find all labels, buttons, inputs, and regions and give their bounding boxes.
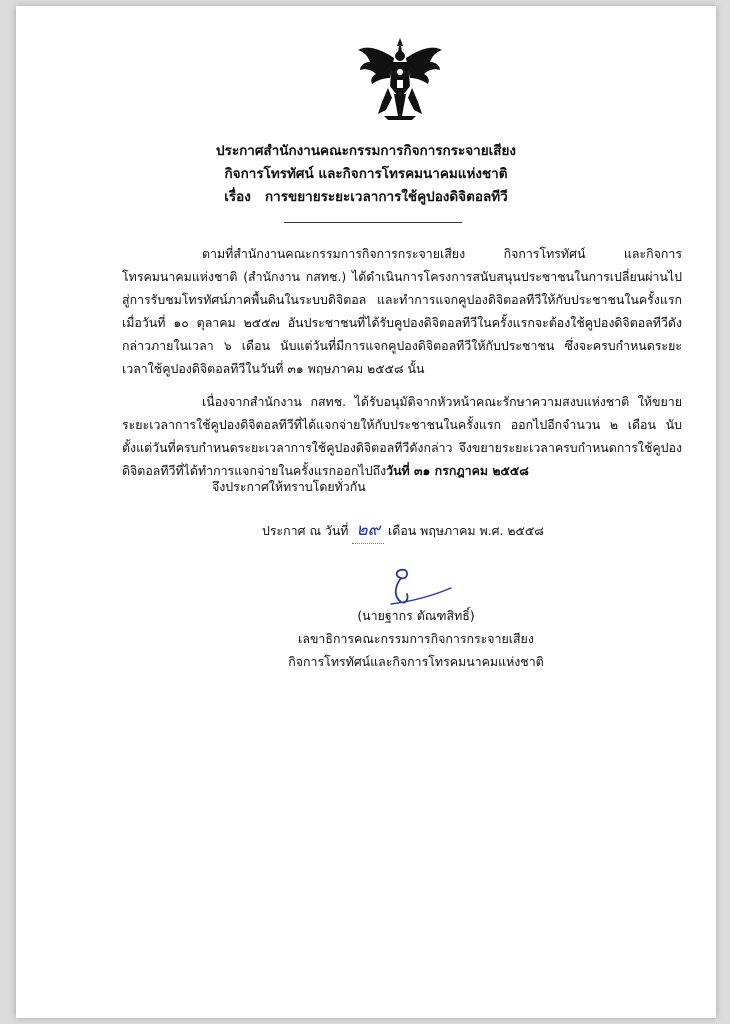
document-body	[122, 242, 682, 492]
date-suffix: เดือน พฤษภาคม พ.ศ. ๒๕๕๘	[388, 523, 544, 538]
handwritten-day: ๒๙	[352, 516, 384, 544]
paragraph-2	[122, 390, 682, 482]
document-page	[16, 6, 716, 1018]
paragraph-1: ตามที่สำนักงานคณะกรรมการกิจการกระจายเสียง กิจการโทรทัศน์ และกิจการโทรคมนาคมแห่งชาติ (สำนักงาน กสทช.) ได้ดำเนินการโครงการสนับสนุนประชาชนในการเปลี่ยนผ่านไปสู่การรับชมโทรทัศน์ภาคพื้นดินในระบบดิจิตอล และทำการแจกคูปองดิจิตอลทีวีให้กับประชาชนในครั้งแรกเมื่อวันที่ ๑๐ ตุลาคม ๒๕๕๗ อันประชาชนที่ได้รับคูปองดิจิตอลทีวีในครั้งแรกจะต้องใช้คูปองดิจิตอลทีวีดังกล่าวภายในเวลา ๖ เดือน นับแต่วันที่มีการแจกคูปองดิจิตอลทีวีให้กับประชาชน ซึ่งจะครบกำหนดระยะเวลาใช้คูปองดิจิตอลทีวีในวันที่ ๓๑ พฤษภาคม ๒๕๕๘ นั้น	[122, 246, 682, 376]
signatory-title-2: กิจการโทรทัศน์และกิจการโทรคมนาคมแห่งชาติ	[288, 654, 544, 669]
signatory-block	[226, 604, 606, 673]
date-prefix: ประกาศ ณ วันที่	[262, 523, 349, 538]
subject-label: เรื่อง	[224, 189, 251, 205]
signatory-name: (นายฐากร ตัณฑสิทธิ์)	[357, 608, 475, 623]
closing-statement: จึงประกาศให้ทราบโดยทั่วกัน	[212, 479, 366, 494]
title-line-1: ประกาศสำนักงานคณะกรรมการกิจการกระจายเสียง	[216, 143, 516, 159]
subject-text: การขยายระยะเวลาการใช้คูปองดิจิตอลทีวี	[264, 189, 508, 205]
announcement-title	[16, 140, 716, 209]
extended-deadline: วันที่ ๓๑ กรกฎาคม ๒๕๕๘	[386, 463, 529, 478]
signatory-title-1: เลขาธิการคณะกรรมการกิจการกระจายเสียง	[298, 631, 534, 646]
handwritten-signature	[371, 562, 461, 610]
subject-line	[16, 186, 716, 209]
paragraph-2-text: เนื่องจากสำนักงาน กสทช. ได้รับอนุมัติจากหัวหน้าคณะรักษาความสงบแห่งชาติ ให้ขยายระยะเวลาการใช้คูปองดิจิตอลทีวีที่ได้แจกจ่ายให้กับประชาชนในครั้งแรก ออกไปอีกจำนวน ๒ เดือน นับตั้งแต่วันที่ครบกำหนดระยะเวลาการใช้คูปองดิจิตอลทีวีดังกล่าว จึงขยายระยะเวลาครบกำหนดการใช้คูปองดิจิตอลทีวีที่ได้ทำการแจกจ่ายในครั้งแรกออกไปถึง	[122, 394, 682, 478]
title-divider	[284, 222, 462, 223]
garuda-emblem	[354, 36, 446, 122]
announcement-date	[262, 516, 544, 544]
title-line-2: กิจการโทรทัศน์ และกิจการโทรคมนาคมแห่งชาติ	[224, 166, 508, 182]
